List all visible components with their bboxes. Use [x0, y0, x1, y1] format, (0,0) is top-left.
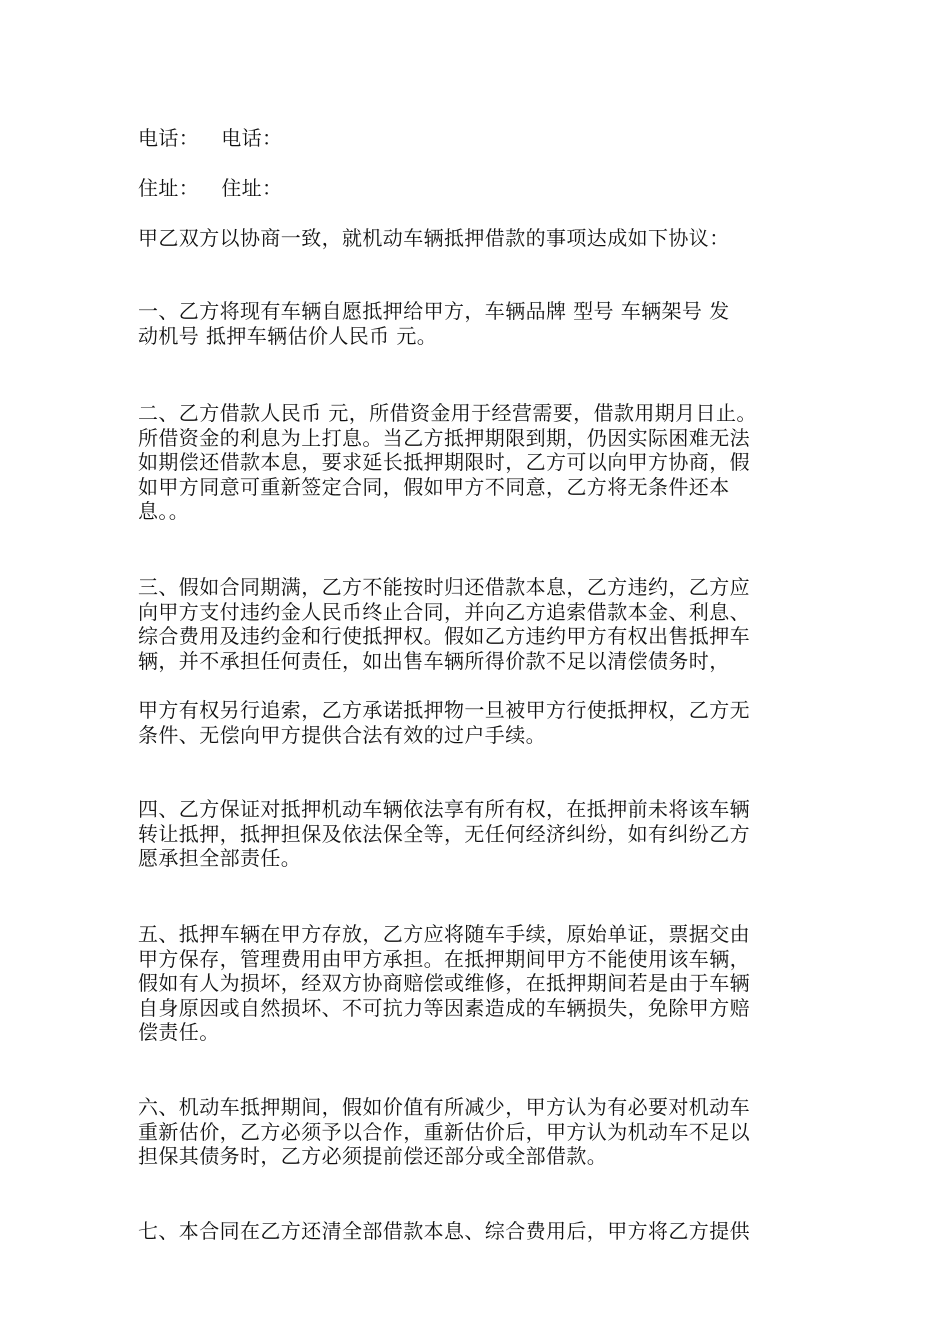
clause-line: 愿承担全部责任。 [138, 846, 302, 870]
clause-line: 一、乙方将现有车辆自愿抵押给甲方，车辆品牌 型号 车辆架号 发 [138, 299, 730, 323]
clause-7 [138, 1219, 828, 1244]
clause-line: 所借资金的利息为上打息。当乙方抵押期限到期，仍因实际困难无法 [138, 425, 750, 450]
address-line [138, 176, 828, 200]
clause-line: 甲方有权另行追索，乙方承诺抵押物一旦被甲方行使抵押权，乙方无 [138, 698, 750, 722]
clause-line: 四、乙方保证对抵押机动车辆依法享有所有权，在抵押前未将该车辆 [138, 797, 750, 821]
phone-line [138, 126, 828, 150]
clause-line: 担保其债务时，乙方必须提前偿还部分或全部借款。 [138, 1144, 608, 1168]
clause-line: 重新估价，乙方必须予以合作，重新估价后，甲方认为机动车不足以 [138, 1119, 750, 1144]
address-label-b: 住址： [221, 176, 283, 200]
clause-4 [138, 797, 828, 871]
clause-6 [138, 1095, 828, 1169]
clause-1 [138, 299, 828, 348]
clause-line: 动机号 抵押车辆估价人民币 元。 [138, 323, 438, 348]
clause-5 [138, 922, 828, 1045]
phone-label-a: 电话： [138, 126, 200, 150]
clause-line: 转让抵押，抵押担保及依法保全等，无任何经济纠纷，如有纠纷乙方 [138, 821, 750, 846]
clause-line: 辆，并不承担任何责任，如出售车辆所得价款不足以清偿债务时， [138, 648, 730, 673]
clause-line: 七、本合同在乙方还清全部借款本息、综合费用后，甲方将乙方提供 [138, 1219, 750, 1243]
clause-line: 甲方保存，管理费用由甲方承担。在抵押期间甲方不能使用该车辆， [138, 946, 750, 971]
address-label-a: 住址： [138, 176, 200, 200]
clause-line: 综合费用及违约金和行使抵押权。假如乙方违约甲方有权出售抵押车 [138, 624, 750, 648]
clause-2 [138, 401, 828, 524]
clause-line: 二、乙方借款人民币 元，所借资金用于经营需要，借款用期月日止。 [138, 401, 757, 425]
clause-line: 六、机动车抵押期间，假如价值有所减少，甲方认为有必要对机动车 [138, 1095, 750, 1119]
clause-line: 假如有人为损坏，经双方协商赔偿或维修，在抵押期间若是由于车辆 [138, 971, 750, 995]
clause-line: 偿责任。 [138, 1020, 220, 1044]
clause-3-continued [138, 698, 828, 747]
clause-line: 三、假如合同期满，乙方不能按时归还借款本息，乙方违约，乙方应 [138, 575, 750, 599]
clause-line: 息。。 [138, 499, 190, 523]
clause-line: 如甲方同意可重新签定合同，假如甲方不同意，乙方将无条件还本 [138, 474, 730, 499]
clause-line: 自身原因或自然损坏、不可抗力等因素造成的车辆损失，免除甲方赔 [138, 995, 750, 1020]
phone-label-b: 电话： [221, 126, 283, 150]
clause-line: 如期偿还借款本息，要求延长抵押期限时，乙方可以向甲方协商，假 [138, 450, 750, 474]
clause-3 [138, 575, 828, 673]
clause-line: 五、抵押车辆在甲方存放，乙方应将随车手续，原始单证，票据交由 [138, 922, 750, 946]
intro-text: 甲乙双方以协商一致，就机动车辆抵押借款的事项达成如下协议： [138, 226, 730, 250]
clause-line: 向甲方支付违约金人民币终止合同，并向乙方追索借款本金、利息、 [138, 599, 750, 624]
clause-line: 条件、无偿向甲方提供合法有效的过户手续。 [138, 722, 546, 747]
